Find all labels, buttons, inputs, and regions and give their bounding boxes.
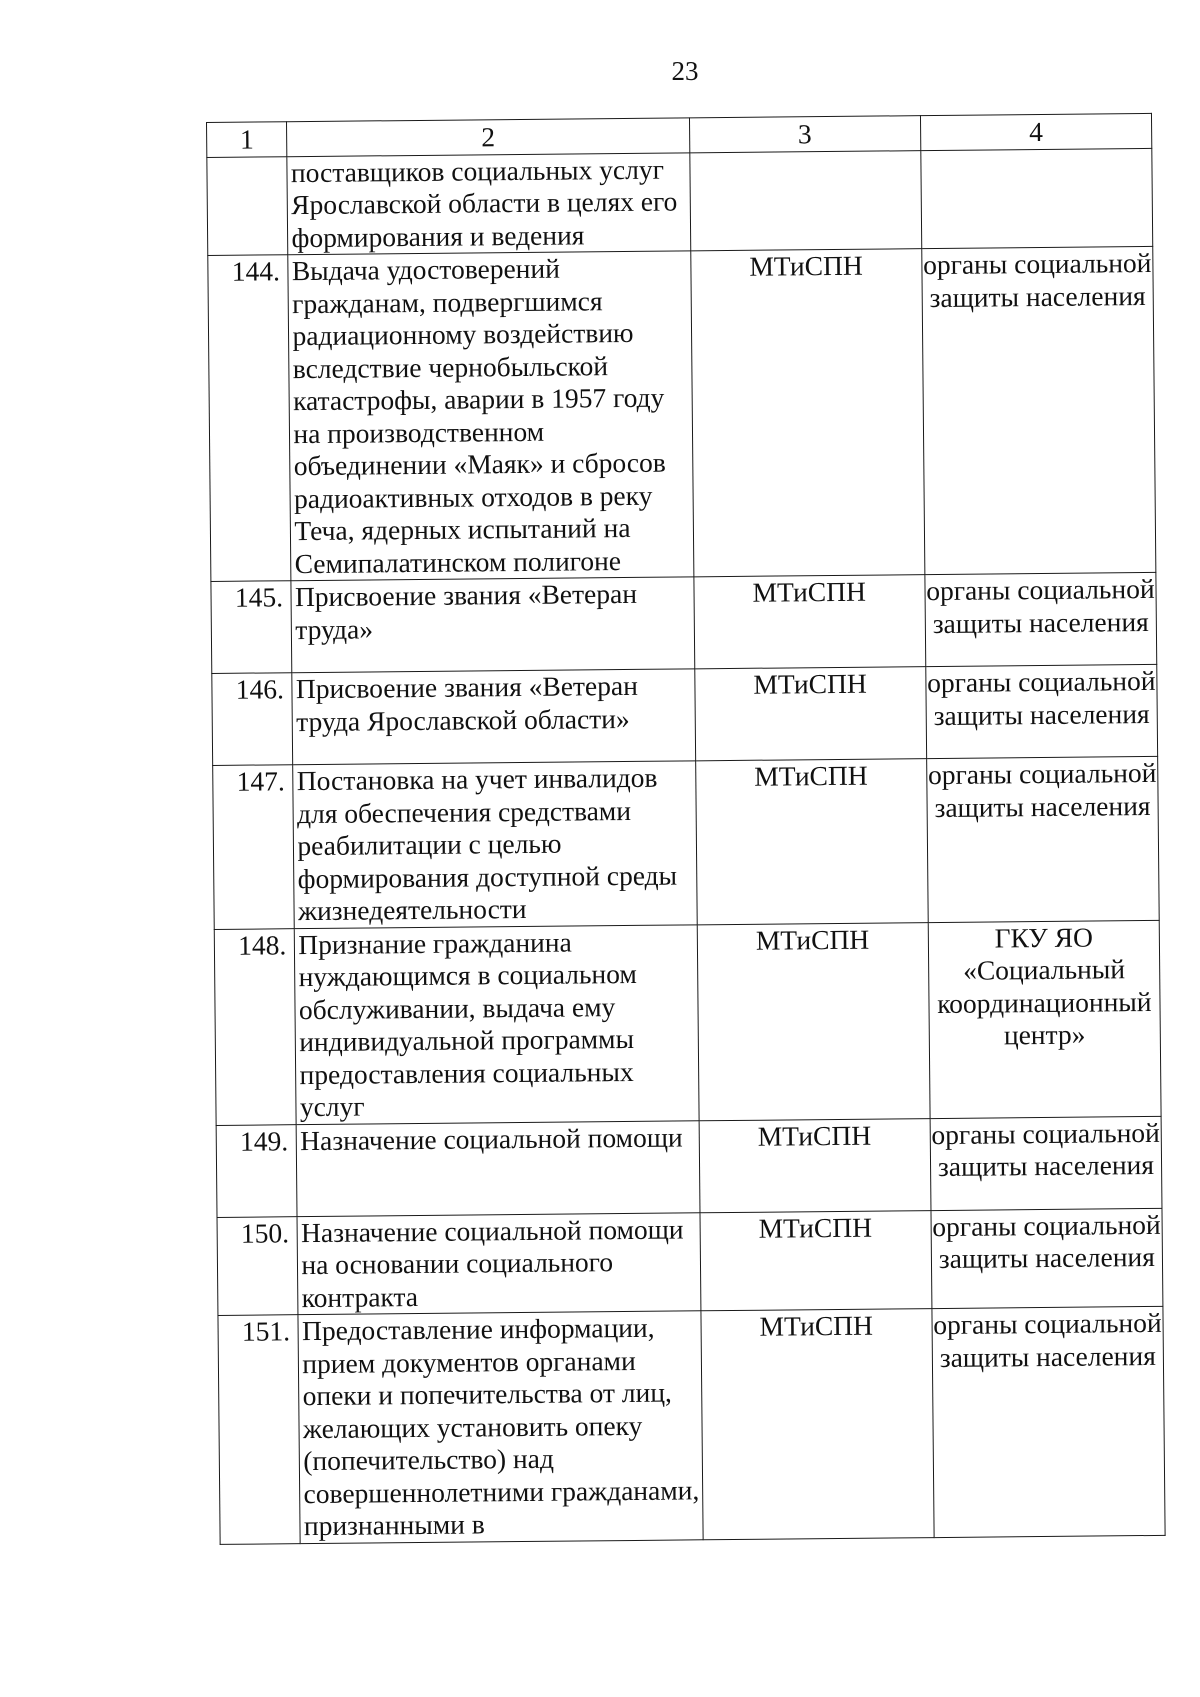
- executing-body: органы социальной защиты населения: [932, 1306, 1165, 1537]
- row-number: 150.: [217, 1216, 298, 1315]
- executing-body: органы социальной защиты населения: [925, 572, 1157, 666]
- row-number: 149.: [216, 1124, 297, 1217]
- header-cell-4: 4: [920, 113, 1152, 150]
- executing-body: органы социальной защиты населения: [922, 246, 1156, 574]
- executing-body: органы социальной защиты населения: [926, 664, 1158, 758]
- table-row: [213, 756, 1160, 929]
- table-row: [216, 1116, 1162, 1217]
- executing-body: органы социальной защиты населения: [926, 756, 1159, 922]
- table-row: [218, 1306, 1165, 1544]
- service-description: Присвоение звания «Ветеран труда Ярославской области»: [292, 669, 695, 765]
- responsible-body: МТиСПН: [690, 249, 924, 577]
- responsible-body: МТиСПН: [697, 922, 930, 1120]
- service-description: Назначение социальной помощи на основании социального контракта: [297, 1212, 700, 1314]
- responsible-body: [689, 150, 921, 251]
- responsible-body: МТиСПН: [700, 1309, 933, 1540]
- service-description: Постановка на учет инвалидов для обеспечения средствами реабилитации с целью формирования доступной среды жизнедеятельности: [293, 761, 697, 928]
- table-row: [208, 246, 1156, 581]
- row-number: 151.: [218, 1315, 301, 1544]
- table-row: [214, 920, 1161, 1125]
- page-number: 23: [671, 56, 699, 86]
- header-cell-2: 2: [287, 118, 689, 156]
- service-description: Присвоение звания «Ветеран труда»: [291, 577, 694, 673]
- services-table: [206, 113, 1166, 1545]
- executing-body: [921, 148, 1153, 249]
- responsible-body: МТиСПН: [695, 759, 928, 925]
- row-number: 146.: [212, 673, 293, 766]
- executing-body: органы социальной защиты населения: [931, 1208, 1163, 1309]
- row-number: [207, 156, 288, 255]
- service-description: Признание гражданина нуждающимся в социальном обслуживании, выдача ему индивидуальной программы предоставления социальных услуг: [295, 924, 699, 1124]
- responsible-body: МТиСПН: [693, 575, 925, 669]
- service-description: Назначение социальной помощи: [297, 1120, 700, 1216]
- executing-body: ГКУ ЯО «Социальный координационный центр»: [928, 920, 1161, 1118]
- row-number: 147.: [213, 765, 295, 929]
- table-row: [217, 1208, 1163, 1316]
- service-description: Выдача удостоверений гражданам, подвергшимся радиационному воздействию вследствие чернобыльской катастрофы, аварии в 1957 году на производственном объединении «Маяк» и сбросов радиоактивных отходов в реку Теча, ядерных испытаний на Семипалатинском полигоне: [288, 251, 693, 581]
- responsible-body: МТиСПН: [694, 667, 926, 761]
- table-row-continuation: [207, 148, 1153, 256]
- row-number: 145.: [211, 581, 292, 674]
- row-number: 144.: [208, 255, 292, 582]
- service-description: поставщиков социальных услуг Ярославской области в целях его формирования и ведения: [287, 152, 690, 254]
- table-row: [212, 664, 1158, 765]
- executing-body: органы социальной защиты населения: [930, 1116, 1162, 1210]
- header-cell-3: 3: [689, 116, 921, 153]
- header-cell-1: 1: [207, 122, 288, 157]
- row-number: 148.: [214, 928, 296, 1125]
- responsible-body: МТиСПН: [699, 1118, 931, 1212]
- responsible-body: МТиСПН: [700, 1210, 932, 1311]
- table-row: [211, 572, 1157, 673]
- service-description: Предоставление информации, прием документов органами опеки и попечительства от лиц, желающих установить опеку (попечительство) над совершеннолетними гражданами, признанными в: [298, 1311, 702, 1543]
